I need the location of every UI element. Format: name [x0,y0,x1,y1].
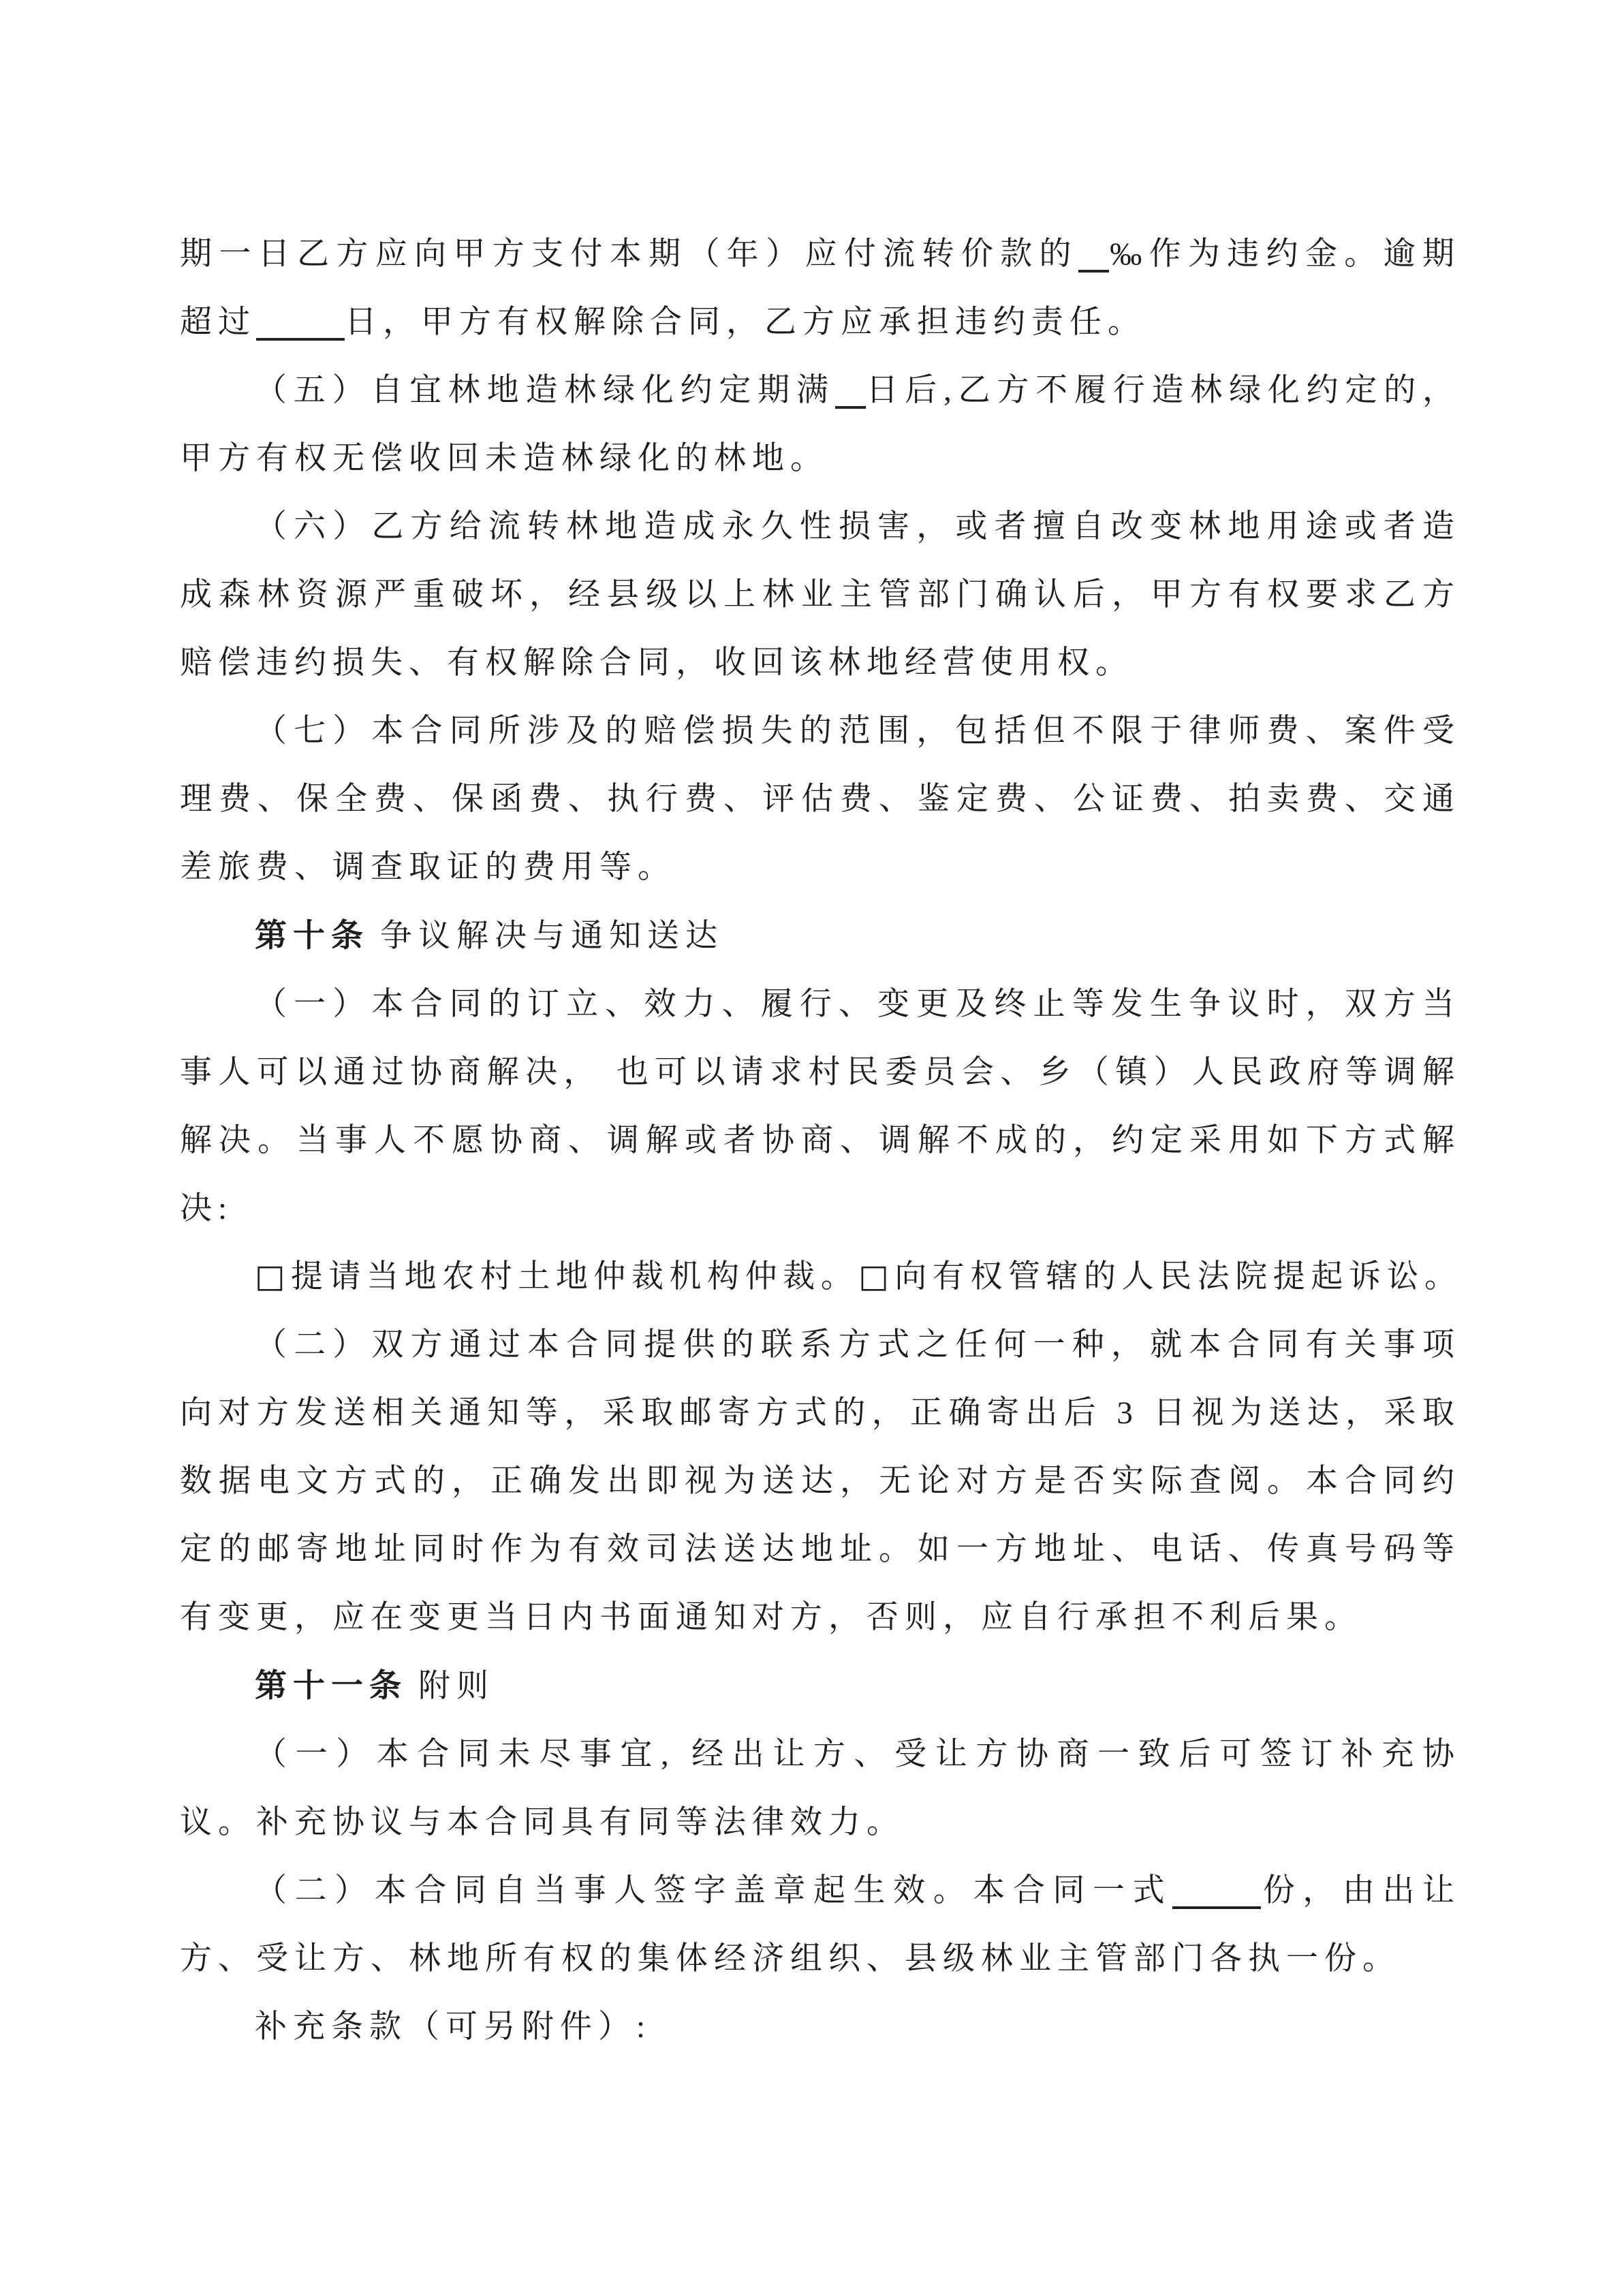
checkbox-icon-court[interactable]: □ [858,1258,895,1295]
para-text: （二）双方通过本合同提供的联系方式之任何一种，就本合同有关事项向对方发送相关通知等，采取邮寄方式的，正确寄出后 3 日视为送达，采取数据电文方式的，正确发出即视为送达，无论对方是否实际查阅。本合同约定的邮寄地址同时作为有效司法送达地址。如一方地址、电话、传真号码等有变更，应在变更当日内书面通知对方，否则，应自行承担不利后果。 [180,1327,1461,1635]
para-text: （二）本合同自当事人签字盖章起生效。本合同一式 [255,1873,1173,1908]
para-clause-7 [180,697,1461,901]
para-text: （七）本合同所涉及的赔偿损失的范围，包括但不限于律师费、案件受理费、保全费、保函费、执行费、评估费、鉴定费、公证费、拍卖费、交通差旅费、调查取证的费用等。 [180,713,1461,885]
blank-field-days[interactable] [256,335,345,341]
para-text: （一）本合同的订立、效力、履行、变更及终止等发生争议时，双方当事人可以通过协商解决， 也可以请求村民委员会、乡（镇）人民政府等调解解决。当事人不愿协商、调解或者协商、调解不成的，约定采用如下方式解决: [180,987,1461,1226]
para-text: （五）自宜林地造林绿化约定期满 [255,373,835,408]
para-text: 期一日乙方应向甲方支付本期（年）应付流转价款的 [180,236,1078,272]
para-supplementary-terms [180,1993,1461,2061]
para-dispute-options [180,1243,1461,1311]
blank-field-permille[interactable] [1078,267,1109,273]
blank-field-days[interactable] [835,403,866,409]
para-clause-6 [180,493,1461,697]
contract-text-block [180,220,1461,2061]
para-overdue-penalty [180,220,1461,356]
article-title: 争议解决与通知送达 [380,918,723,954]
para-text: 日，甲方有权解除合同，乙方应承担违约责任。 [345,305,1146,340]
para-article-10-item-1 [180,970,1461,1243]
checkbox-icon-arbitration[interactable]: □ [255,1258,291,1295]
blank-field-copies[interactable] [1172,1904,1261,1909]
para-text: 份，由出让方、受让方、林地所有权的集体经济组织、县级林业主管部门各执一份。 [180,1873,1461,1977]
para-article-10-item-2 [180,1311,1461,1652]
para-text: 日后,乙方不履行造林绿化约定的，甲方有权无偿收回未造林绿化的林地。 [180,373,1461,476]
heading-article-10 [180,901,1461,970]
para-text: （六）乙方给流转林地造成永久性损害，或者擅自改变林地用途或者造成森林资源严重破坏，经县级以上林业主管部门确认后，甲方有权要求乙方赔偿违约损失、有权解除合同，收回该林地经营使用权。 [180,509,1461,681]
para-text: （一）本合同未尽事宜, 经出让方、受让方协商一致后可签订补充协议。补充协议与本合同具有同等法律效力。 [180,1737,1461,1840]
para-text: 补充条款（可另附件）: [255,2009,652,2045]
option-text-arbitration: 提请当地农村土地仲裁机构仲裁。 [290,1259,859,1295]
article-title: 附则 [418,1669,495,1704]
article-number: 第十一条 [255,1667,407,1703]
para-clause-5 [180,356,1461,493]
article-number: 第十条 [255,917,369,953]
heading-article-11 [180,1652,1461,1720]
para-article-11-item-2 [180,1857,1461,1993]
para-article-11-item-1 [180,1720,1461,1857]
para-text: ‰作为违约金。逾期超过 [180,236,1461,340]
option-text-court: 向有权管辖的人民法院提起诉讼。 [894,1259,1461,1295]
